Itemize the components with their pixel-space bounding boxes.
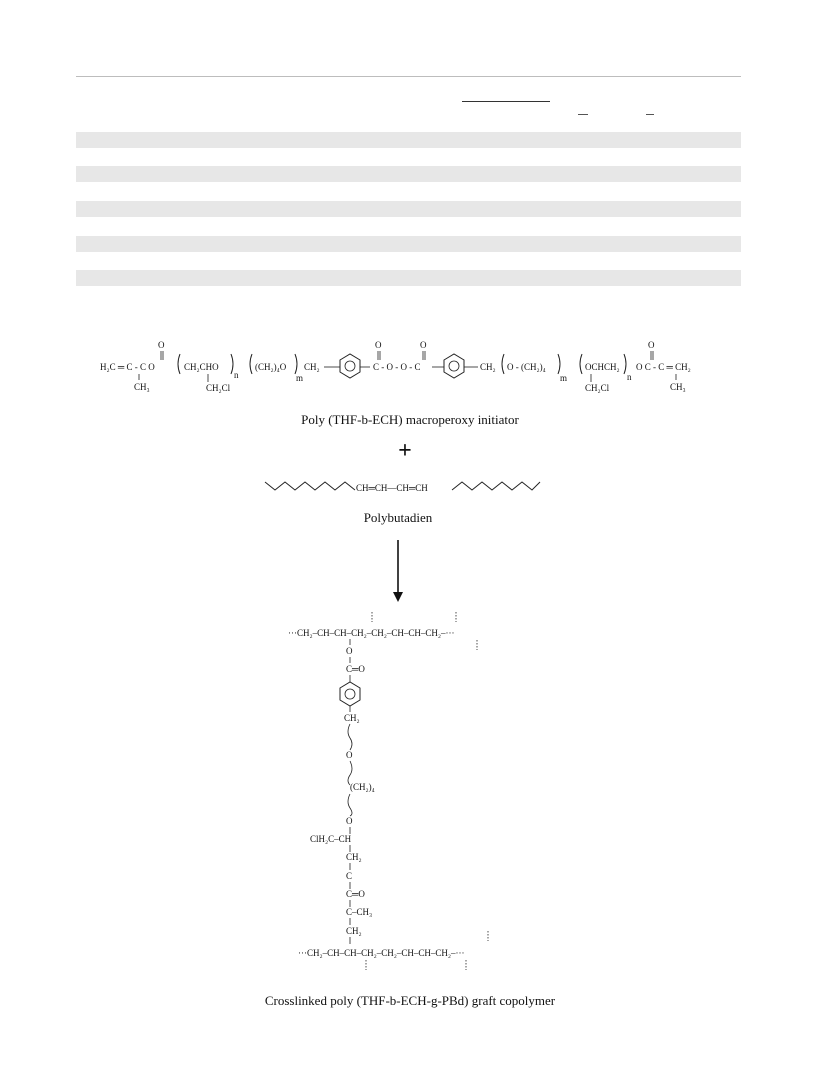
initiator-thf-unit-right: O - (CH₂)₄ — [507, 362, 546, 372]
product-c-link: C — [346, 871, 353, 881]
polybutadiene-center: CH═CH—CH═CH — [356, 483, 428, 493]
plus-sign: + — [398, 438, 412, 464]
initiator-methyl-left: CH₃ — [134, 382, 150, 392]
initiator-methyl-right: CH₃ — [670, 382, 686, 392]
initiator-ech-sub: CH₂Cl — [206, 383, 231, 393]
initiator-carbonyl-peroxy-1: O — [375, 340, 382, 350]
product-structure — [288, 612, 488, 970]
initiator-carbonyl-left: O — [158, 340, 165, 350]
initiator-thf-unit: (CH₂)₄O — [255, 362, 287, 372]
table-row-stripe — [76, 132, 741, 148]
initiator-sub-m: m — [296, 373, 304, 383]
header-tick-2 — [646, 114, 654, 115]
initiator-peroxy: C - O - O - C — [373, 362, 421, 372]
initiator-structure — [100, 340, 691, 393]
initiator-sub-n: n — [234, 370, 239, 380]
product-oxygen-link-2: O — [346, 816, 353, 826]
polybutadiene-structure — [265, 482, 540, 493]
initiator-end-right: O C - C ═ CH₂ — [636, 362, 691, 372]
product-oxygen-link-1: O — [346, 750, 353, 760]
initiator-ech-unit-right: OCHCH₂ — [585, 362, 620, 372]
table-row-stripe — [76, 166, 741, 182]
initiator-carbonyl-right: O — [648, 340, 655, 350]
product-c-methyl: C–CH₃ — [346, 907, 373, 917]
initiator-sub-m-right: m — [560, 373, 568, 383]
product-ch2-a: CH₂ — [346, 852, 362, 862]
product-thf-chain: (CH₂)₄ — [350, 782, 375, 792]
initiator-end-left: H₂C ═ C - C O — [100, 362, 155, 372]
product-carbonyl: C═O — [346, 664, 365, 674]
table-row-stripe — [76, 201, 741, 217]
product-carbonyl-2: C═O — [346, 889, 365, 899]
product-oxygen-1: O — [346, 646, 353, 656]
header-underline — [462, 101, 550, 102]
reaction-arrow-head — [393, 592, 403, 602]
header-tick-1 — [578, 114, 588, 115]
product-label: Crosslinked poly (THF-b-ECH-g-PBd) graft copolymer — [264, 993, 556, 1008]
product-chloro: ClH₂C–CH — [310, 834, 352, 844]
initiator-sub-n-right: n — [627, 372, 632, 382]
initiator-ch2-right: CH₂ — [480, 362, 496, 372]
product-backbone-top: ···CH₂–CH–CH–CH₂–CH₂–CH–CH–CH₂–··· — [288, 628, 455, 638]
product-ch2-benzyl: CH₂ — [344, 713, 360, 723]
polybutadiene-label: Polybutadien — [363, 510, 433, 525]
table-row-stripe — [76, 236, 741, 252]
initiator-ch2-left: CH₂ — [304, 362, 320, 372]
initiator-ech-sub-right: CH₂Cl — [585, 383, 610, 393]
initiator-carbonyl-peroxy-2: O — [420, 340, 427, 350]
initiator-ech-unit: CH₂CHO — [184, 362, 219, 372]
table-row-stripe — [76, 270, 741, 286]
top-rule — [76, 76, 741, 77]
initiator-label: Poly (THF-b-ECH) macroperoxy initiator — [301, 412, 519, 427]
reaction-scheme — [100, 328, 720, 1018]
product-backbone-bottom: ···CH₂–CH–CH–CH₂–CH₂–CH–CH–CH₂–··· — [298, 948, 465, 958]
product-ch2-b: CH₂ — [346, 926, 362, 936]
